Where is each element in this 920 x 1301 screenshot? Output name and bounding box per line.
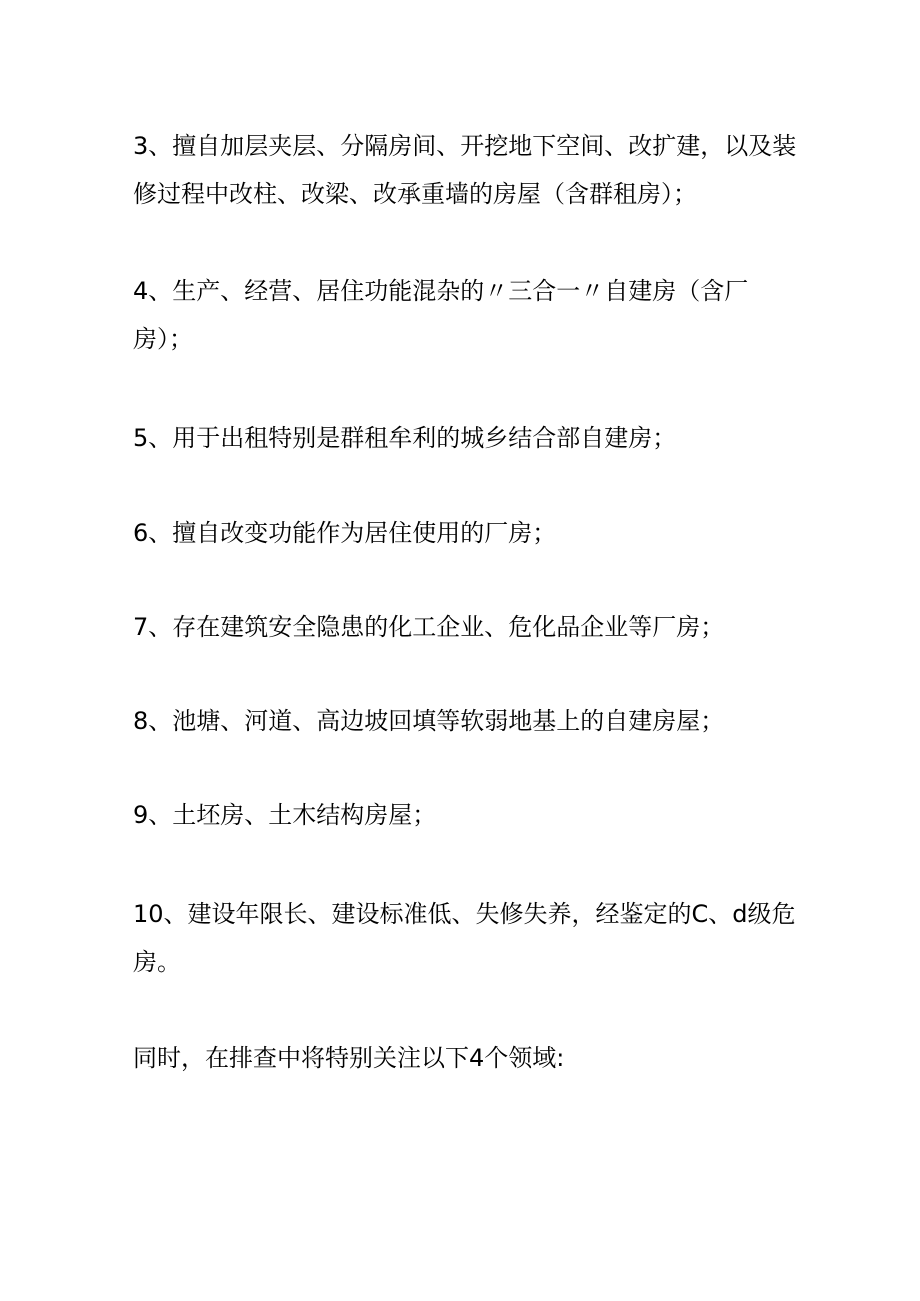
list-item-10-line-2: 房。 <box>133 948 181 976</box>
list-item-10-line-1: 10、建设年限长、建设标准低、失修失养，经鉴定的C、d级危 <box>133 900 796 928</box>
list-item-10 <box>133 890 796 986</box>
list-item-8 <box>133 697 783 745</box>
list-item-7-line-1: 7、存在建筑安全隐患的化工企业、危化品企业等厂房； <box>133 613 725 641</box>
list-item-4 <box>133 267 783 363</box>
list-item-5-line-1: 5、用于出租特别是群租牟利的城乡结合部自建房； <box>133 424 677 452</box>
list-item-3-line-1: 3、擅自加层夹层、分隔房间、开挖地下空间、改扩建，以及装 <box>133 132 797 160</box>
list-item-3-line-2: 修过程中改柱、改梁、改承重墙的房屋（含群租房）； <box>133 180 697 208</box>
list-item-4-line-2: 房）； <box>133 325 193 353</box>
list-item-4-line-1: 4、生产、经营、居住功能混杂的〃三合一〃自建房（含厂 <box>133 277 749 305</box>
list-item-7 <box>133 603 783 651</box>
list-item-6-line-1: 6、擅自改变功能作为居住使用的厂房； <box>133 519 557 547</box>
list-item-5 <box>133 414 783 462</box>
list-item-9-line-1: 9、土坯房、土木结构房屋； <box>133 801 437 829</box>
list-item-3 <box>133 122 797 218</box>
list-item-8-line-1: 8、池塘、河道、高边坡回填等软弱地基上的自建房屋； <box>133 707 725 735</box>
closing-paragraph <box>133 1034 783 1082</box>
list-item-6 <box>133 509 783 557</box>
closing-line: 同时，在排查中将特别关注以下4个领域: <box>133 1044 565 1072</box>
list-item-9 <box>133 791 783 839</box>
